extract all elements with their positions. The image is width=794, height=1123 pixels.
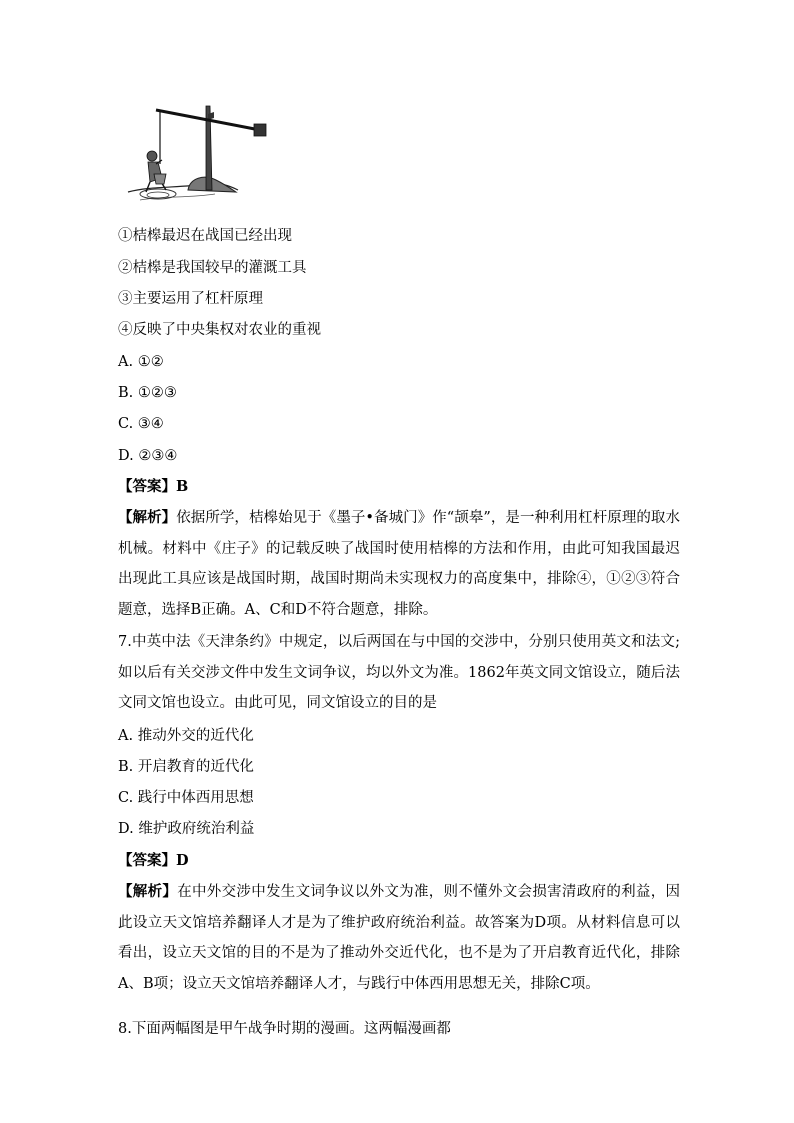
q6-statement-2: ②桔槔是我国较早的灌溉工具 <box>118 260 307 276</box>
q6-analysis-text: 依据所学，桔槔始见于《墨子•备城门》作“颉皋”，是一种利用杠杆原理的取水机械。材料中《庄子》的记载反映了战国时使用桔槔的方法和作用，由此可知我国最迟出现此工具应该是战国时期，战国时期尚未实现权力的高度集中，排除④，①②③符合题意，选择B正确。A、C和D不符合题意，排除。 <box>118 510 680 618</box>
q6-option-a: A. ①② <box>118 354 164 370</box>
q6-answer: 【答案】B <box>118 478 189 495</box>
q6-statement-3: ③主要运用了杠杆原理 <box>118 291 263 307</box>
shadoof-well-sweep-illustration <box>120 100 272 212</box>
q6-statement-1: ①桔槔最迟在战国已经出现 <box>118 228 292 244</box>
q6-analysis-tag: 【解析】 <box>118 509 177 526</box>
q8-stem: 8.下面两幅图是甲午战争时期的漫画。这两幅漫画都 <box>118 1021 451 1037</box>
q7-option-c: C. 践行中体西用思想 <box>118 790 254 806</box>
q6-option-b: B. ①②③ <box>118 385 177 401</box>
q6-option-c: C. ③④ <box>118 416 164 432</box>
q7-answer: 【答案】D <box>118 852 189 869</box>
q7-stem: 7.中英中法《天津条约》中规定，以后两国在与中国的交涉中，分别只使用英文和法文;如以后有关交涉文件中发生文词争议，均以外文为准。1862年英文同文馆设立，随后法文同文馆也设立。由此可见，同文馆设立的目的是 <box>118 634 680 711</box>
q7-analysis-text: 在中外交涉中发生文词争议以外文为准，则不懂外文会损害清政府的利益，因此设立天文馆培养翻译人才是为了维护政府统治利益。故答案为D项。从材料信息可以看出，设立天文馆的目的不是为了推动外交近代化，也不是为了开启教育近代化，排除A、B项；设立天文馆培养翻译人才，与践行中体西用思想无关，排除C项。 <box>118 884 681 992</box>
q7-analysis-tag: 【解析】 <box>118 883 178 900</box>
q7-analysis <box>118 877 680 999</box>
q7-option-a: A. 推动外交的近代化 <box>118 728 254 744</box>
q6-statement-4: ④反映了中央集权对农业的重视 <box>118 322 321 338</box>
q7-option-b: B. 开启教育的近代化 <box>118 759 254 775</box>
q6-analysis <box>118 503 680 625</box>
q6-option-d: D. ②③④ <box>118 448 178 464</box>
q7-option-d: D. 维护政府统治利益 <box>118 821 255 837</box>
